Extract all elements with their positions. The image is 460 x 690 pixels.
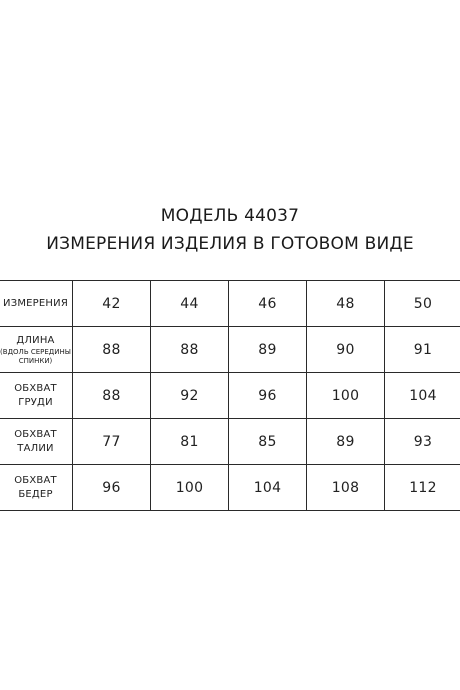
row-label-cell <box>0 465 73 511</box>
row-label-line: ГРУДИ <box>18 396 53 408</box>
row-label-line: ТАЛИИ <box>17 442 54 454</box>
value-cell: 90 <box>307 327 385 373</box>
table-header-row <box>0 281 460 327</box>
row-label-line: ОБХВАТ <box>14 428 57 440</box>
model-title: МОДЕЛЬ 44037 <box>160 206 300 226</box>
table-row <box>0 373 460 419</box>
size-header-cell: 44 <box>151 281 229 327</box>
row-label-cell <box>0 419 73 465</box>
row-label-line: ОБХВАТ <box>14 382 57 394</box>
size-table <box>0 280 460 511</box>
size-header-cell: 50 <box>385 281 460 327</box>
value-cell: 104 <box>229 465 307 511</box>
row-label-cell <box>0 373 73 419</box>
value-cell: 100 <box>151 465 229 511</box>
value-cell: 96 <box>73 465 151 511</box>
value-cell: 89 <box>307 419 385 465</box>
row-label-line: БЕДЕР <box>18 488 53 500</box>
size-header-cell: 48 <box>307 281 385 327</box>
value-cell: 88 <box>151 327 229 373</box>
size-header-cell: 46 <box>229 281 307 327</box>
value-cell: 89 <box>229 327 307 373</box>
table-row <box>0 419 460 465</box>
value-cell: 112 <box>385 465 460 511</box>
value-cell: 81 <box>151 419 229 465</box>
row-label-line: ДЛИНА <box>16 334 55 346</box>
value-cell: 93 <box>385 419 460 465</box>
value-cell: 88 <box>73 327 151 373</box>
row-label-cell <box>0 327 73 373</box>
table-row <box>0 327 460 373</box>
value-cell: 104 <box>385 373 460 419</box>
value-cell: 77 <box>73 419 151 465</box>
value-cell: 108 <box>307 465 385 511</box>
value-cell: 100 <box>307 373 385 419</box>
value-cell: 91 <box>385 327 460 373</box>
header-label-cell: ИЗМЕРЕНИЯ <box>0 281 73 327</box>
value-cell: 85 <box>229 419 307 465</box>
value-cell: 96 <box>229 373 307 419</box>
value-cell: 92 <box>151 373 229 419</box>
page-subtitle: ИЗМЕРЕНИЯ ИЗДЕЛИЯ В ГОТОВОМ ВИДЕ <box>46 234 414 254</box>
row-label-note: СПИНКИ) <box>18 356 53 365</box>
table-row <box>0 465 460 511</box>
row-label-line: ОБХВАТ <box>14 474 57 486</box>
value-cell: 88 <box>73 373 151 419</box>
size-header-cell: 42 <box>73 281 151 327</box>
row-label-note: (ВДОЛЬ СЕРЕДИНЫ <box>0 347 71 356</box>
